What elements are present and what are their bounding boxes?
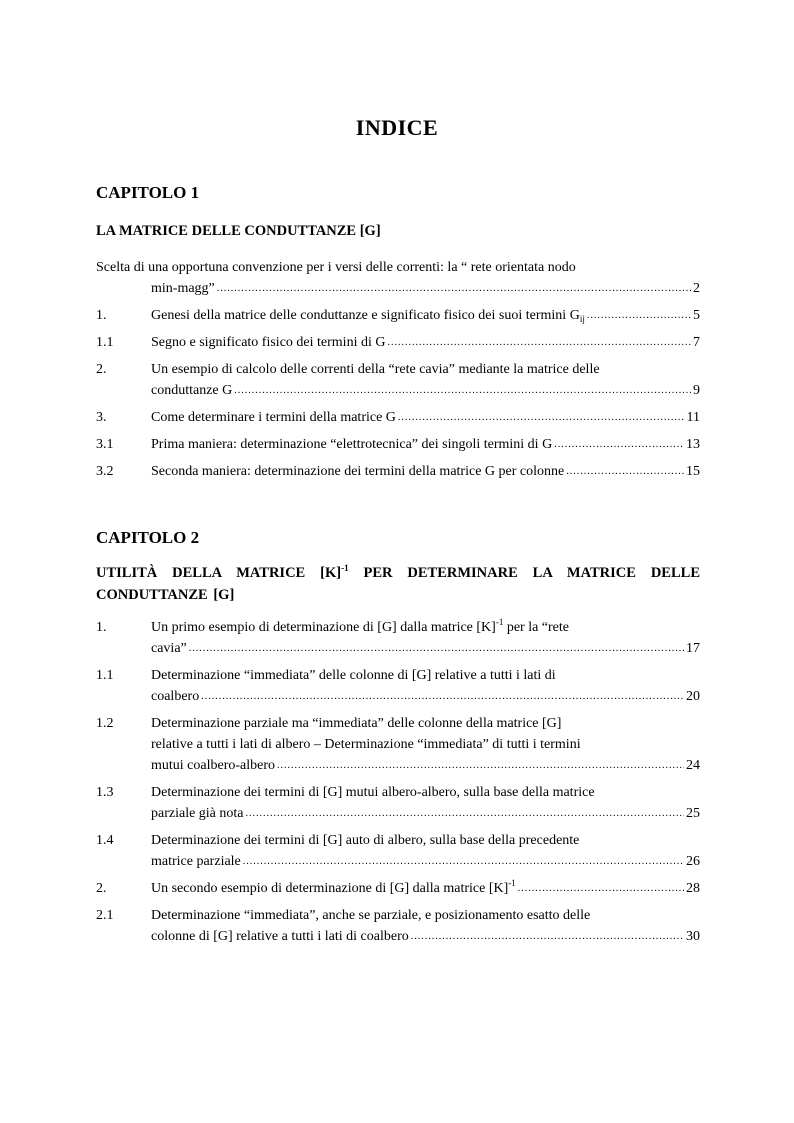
page-number: 25: [686, 806, 700, 821]
superscript: -1: [508, 878, 516, 888]
entry-text: Determinazione “immediata”, anche se parziale, e posizionamento esatto delle: [151, 908, 591, 923]
toc-entry[interactable]: [96, 305, 700, 326]
page-number: 15: [686, 464, 700, 479]
entry-number: 1.3: [96, 785, 114, 800]
entry-number: 2.1: [96, 908, 114, 923]
entry-text: per la “rete: [503, 620, 570, 635]
toc-entry[interactable]: [96, 878, 700, 899]
entry-text: conduttanze G: [151, 383, 233, 398]
toc-entry[interactable]: [96, 434, 700, 455]
entry-text: relative a tutti i lati di albero – Determinazione “immediata” di tutti i termini: [151, 737, 581, 752]
toc-entry[interactable]: [96, 713, 700, 776]
entry-number: 2.: [96, 362, 107, 377]
entry-text: matrice parziale: [151, 854, 241, 869]
page-number: 9: [693, 383, 700, 398]
entry-text: Prima maniera: determinazione “elettrotecnica” dei singoli termini di G: [151, 437, 553, 452]
toc-entry[interactable]: [96, 830, 700, 872]
entry-text: cavia”: [151, 641, 187, 656]
page-number: 5: [693, 308, 700, 323]
chapter-subtitle: [96, 562, 700, 606]
entry-number: 1.: [96, 308, 107, 323]
entry-number: 3.2: [96, 464, 114, 479]
leader-dots: [554, 438, 684, 452]
toc-entry[interactable]: [96, 332, 700, 353]
leader-dots: [246, 807, 684, 821]
leader-dots: [234, 384, 691, 398]
page-number: 2: [693, 281, 700, 296]
toc-entry[interactable]: [96, 617, 700, 659]
page-number: 30: [686, 929, 700, 944]
page-number: 7: [693, 335, 700, 350]
entry-text: Un secondo esempio di determinazione di [G] dalla matrice [K]: [151, 881, 509, 896]
toc-entry[interactable]: [96, 665, 700, 707]
toc-entry[interactable]: [96, 407, 700, 428]
entry-text: Determinazione dei termini di [G] auto di albero, sulla base della precedente: [151, 833, 580, 848]
toc-entry[interactable]: [96, 905, 700, 947]
entry-text: Seconda maniera: determinazione dei termini della matrice G per colonne: [151, 464, 565, 479]
leader-dots: [201, 690, 684, 704]
entry-text: Determinazione dei termini di [G] mutui albero-albero, sulla base della matrice: [151, 785, 595, 800]
leader-dots: [387, 336, 691, 350]
page-number: 20: [686, 689, 700, 704]
entry-number: 3.: [96, 410, 107, 425]
entry-number: 1.4: [96, 833, 114, 848]
leader-dots: [411, 930, 684, 944]
toc-entry[interactable]: [96, 359, 700, 401]
page-title: INDICE: [355, 115, 439, 140]
subtitle-text: PER DETERMINARE LA MATRICE DELLE CONDUTTANZE [G]: [96, 565, 700, 603]
subtitle-text: UTILITÀ DELLA MATRICE [K]: [96, 565, 342, 581]
page-number: 17: [686, 641, 700, 656]
entry-text: Un primo esempio di determinazione di [G] dalla matrice [K]: [151, 620, 496, 635]
entry-number: 1.2: [96, 716, 114, 731]
entry-text: colonne di [G] relative a tutti i lati di coalbero: [151, 929, 409, 944]
leader-dots: [217, 282, 691, 296]
entry-text: Segno e significato fisico dei termini di G: [151, 335, 386, 350]
leader-dots: [518, 882, 684, 896]
toc-entry[interactable]: [96, 257, 700, 299]
page-number: 11: [686, 410, 700, 425]
leader-dots: [398, 411, 685, 425]
entry-text: mutui coalbero-albero: [151, 758, 276, 773]
chapter-subtitle: LA MATRICE DELLE CONDUTTANZE [G]: [96, 223, 381, 239]
toc-entry[interactable]: [96, 461, 700, 482]
page-number: 24: [686, 758, 700, 773]
page-number: 26: [686, 854, 700, 869]
entry-text: Determinazione “immediata” delle colonne di [G] relative a tutti i lati di: [151, 668, 556, 683]
leader-dots: [277, 759, 684, 773]
entry-number: 1.1: [96, 335, 114, 350]
leader-dots: [189, 642, 684, 656]
chapter-2: [96, 528, 700, 947]
entry-number: 2.: [96, 881, 107, 896]
entry-text: Un esempio di calcolo delle correnti della “rete cavia” mediante la matrice delle: [151, 362, 600, 377]
entry-number: 1.1: [96, 668, 114, 683]
entry-text: Determinazione parziale ma “immediata” delle colonne della matrice [G]: [151, 716, 562, 731]
entry-text: Scelta di una opportuna convenzione per i versi delle correnti: la “ rete orientata nodo: [96, 260, 576, 275]
superscript: -1: [341, 563, 349, 573]
entry-text: Come determinare i termini della matrice G: [151, 410, 396, 425]
entry-number: 3.1: [96, 437, 114, 452]
toc-entry[interactable]: [96, 782, 700, 824]
leader-dots: [587, 309, 691, 323]
subscript: ij: [579, 314, 585, 324]
page-number: 28: [686, 881, 700, 896]
chapter-1: [96, 183, 700, 482]
entry-text: Genesi della matrice delle conduttanze e significato fisico dei suoi termini G: [151, 308, 580, 323]
superscript: -1: [495, 617, 504, 627]
leader-dots: [243, 855, 684, 869]
entry-number: 1.: [96, 620, 107, 635]
entry-text: parziale già nota: [151, 806, 244, 821]
leader-dots: [566, 465, 684, 479]
chapter-heading: CAPITOLO 1: [96, 183, 200, 202]
entry-text: coalbero: [151, 689, 200, 704]
entry-text: min-magg”: [151, 281, 215, 296]
page-number: 13: [686, 437, 700, 452]
chapter-heading: CAPITOLO 2: [96, 528, 200, 547]
